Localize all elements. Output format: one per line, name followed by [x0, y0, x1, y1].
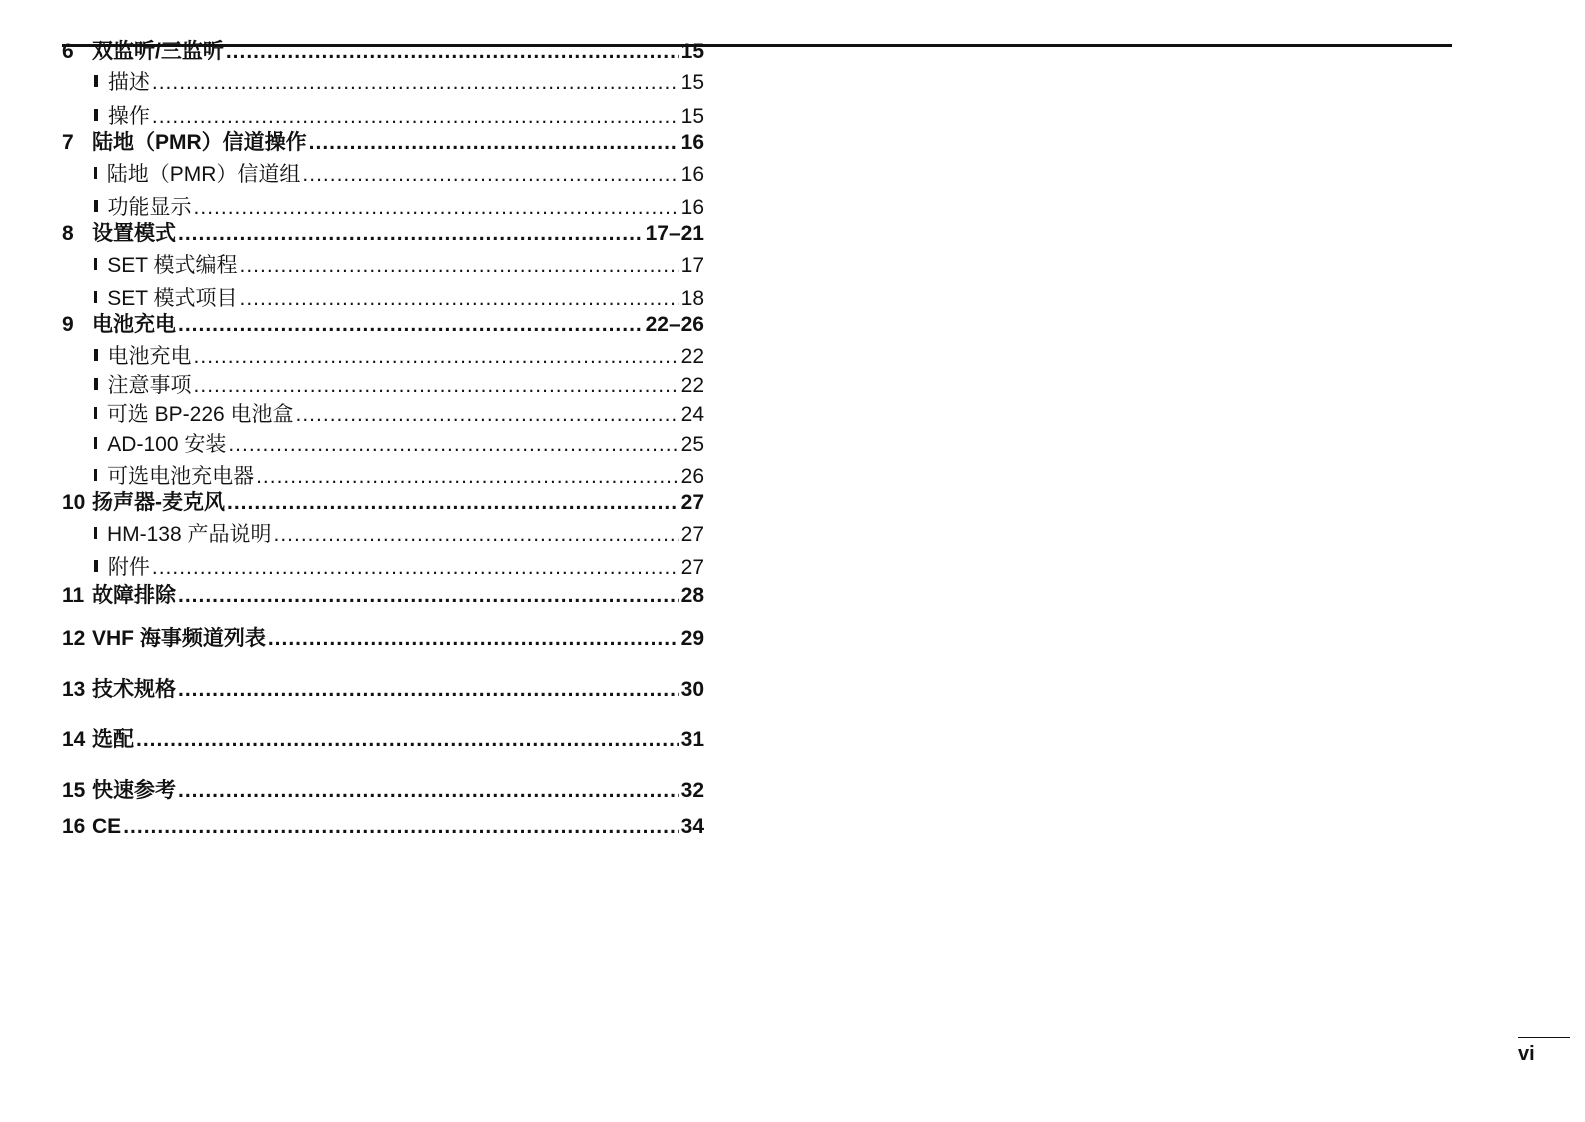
square-bullet-icon	[94, 75, 98, 87]
chapter-title: 快速参考	[92, 779, 176, 802]
dot-leader	[309, 131, 679, 155]
page-ref: 26	[680, 465, 704, 488]
toc-section-battery-charging[interactable]	[94, 340, 704, 370]
toc-chapter-12[interactable]	[62, 622, 704, 652]
page-number: vi	[1518, 1043, 1535, 1065]
page-ref: 25	[680, 433, 704, 456]
toc-section-hm138-description[interactable]	[94, 518, 704, 548]
section-title: 电池充电	[107, 345, 192, 368]
toc-chapter-15[interactable]	[62, 774, 704, 804]
toc-section-set-mode-programming[interactable]	[94, 249, 704, 279]
toc-chapter-9[interactable]	[62, 308, 704, 338]
page-ref: 16	[680, 163, 704, 186]
section-title: HM-138 产品说明	[106, 523, 272, 546]
page-ref: 22	[680, 345, 704, 368]
square-bullet-icon	[94, 258, 97, 270]
chapter-number: 8	[62, 222, 74, 245]
page-ref: 15	[680, 71, 704, 94]
section-title: 描述	[107, 71, 150, 94]
page-ref: 27	[680, 491, 704, 514]
toc-chapter-8[interactable]	[62, 217, 704, 247]
page-ref: 15	[680, 40, 704, 63]
section-title: 功能显示	[107, 196, 192, 219]
chapter-title: 双监听/三监听	[92, 40, 224, 63]
page-ref: 17	[680, 254, 704, 277]
section-title: 可选电池充电器	[107, 465, 255, 488]
page-ref: 22–26	[645, 313, 704, 336]
chapter-number: 10	[62, 491, 86, 514]
chapter-title: 设置模式	[92, 222, 176, 245]
square-bullet-icon	[94, 407, 97, 419]
dot-leader	[152, 71, 679, 95]
chapter-title: 扬声器-麦克风	[92, 491, 225, 514]
page-ref: 16	[680, 131, 704, 154]
dot-leader	[228, 433, 678, 457]
toc-chapter-6[interactable]	[62, 35, 704, 65]
chapter-number: 9	[62, 313, 74, 336]
toc-section-description[interactable]	[94, 66, 704, 96]
dot-leader	[194, 374, 679, 398]
square-bullet-icon	[94, 167, 97, 179]
toc-section-accessories[interactable]	[94, 551, 704, 581]
dot-leader	[178, 584, 679, 608]
page-ref: 30	[680, 678, 704, 701]
dot-leader	[194, 345, 679, 369]
dot-leader	[296, 403, 679, 427]
square-bullet-icon	[94, 469, 97, 481]
chapter-number: 15	[62, 779, 86, 802]
toc-chapter-11[interactable]	[62, 579, 704, 609]
toc-chapter-10[interactable]	[62, 486, 704, 516]
chapter-title: CE	[92, 815, 122, 838]
dot-leader	[178, 779, 679, 803]
dot-leader	[274, 523, 679, 547]
dot-leader	[123, 815, 678, 839]
chapter-number: 12	[62, 627, 86, 650]
table-of-contents	[0, 0, 760, 900]
dot-leader	[227, 491, 679, 515]
dot-leader	[178, 222, 644, 246]
toc-section-bp226-battery-case[interactable]	[94, 398, 704, 428]
chapter-title: 技术规格	[92, 678, 176, 701]
section-title: 操作	[107, 105, 150, 128]
page-ref: 34	[680, 815, 704, 838]
section-title: SET 模式编程	[107, 254, 238, 277]
chapter-title: 选配	[92, 728, 134, 751]
section-title: 可选 BP-226 电池盒	[106, 403, 294, 426]
section-title: 注意事项	[107, 374, 192, 397]
square-bullet-icon	[94, 200, 98, 212]
chapter-number: 16	[62, 815, 86, 838]
chapter-number: 7	[62, 131, 74, 154]
toc-section-pmr-channel-group[interactable]	[94, 158, 704, 188]
dot-leader	[178, 313, 644, 337]
page-ref: 28	[680, 584, 704, 607]
square-bullet-icon	[94, 109, 98, 121]
page-ref: 22	[680, 374, 704, 397]
section-title: SET 模式项目	[107, 287, 238, 310]
page-ref: 29	[680, 627, 704, 650]
square-bullet-icon	[94, 291, 97, 303]
chapter-number: 11	[62, 584, 85, 607]
chapter-title: 故障排除	[92, 584, 176, 607]
toc-chapter-14[interactable]	[62, 723, 704, 753]
dot-leader	[268, 627, 679, 651]
page-ref: 15	[680, 105, 704, 128]
page-ref: 18	[680, 287, 704, 310]
section-title: 陆地（PMR）信道组	[106, 163, 301, 186]
square-bullet-icon	[94, 349, 98, 361]
chapter-number: 6	[62, 40, 74, 63]
square-bullet-icon	[94, 560, 98, 572]
dot-leader	[240, 254, 679, 278]
page-ref: 27	[680, 556, 704, 579]
dot-leader	[178, 678, 679, 702]
dot-leader	[226, 40, 679, 64]
square-bullet-icon	[94, 378, 98, 390]
section-title: AD-100 安装	[107, 433, 227, 456]
toc-section-cautions[interactable]	[94, 369, 704, 399]
dot-leader	[152, 556, 679, 580]
section-title: 附件	[107, 556, 150, 579]
toc-chapter-13[interactable]	[62, 673, 704, 703]
square-bullet-icon	[94, 527, 97, 539]
page-ref: 27	[680, 523, 704, 546]
dot-leader	[302, 163, 678, 187]
page-ref: 24	[680, 403, 704, 426]
chapter-title: VHF 海事频道列表	[92, 627, 266, 650]
page-ref: 31	[680, 728, 704, 751]
toc-section-ad100-installation[interactable]	[94, 428, 704, 458]
toc-chapter-16[interactable]	[62, 815, 704, 845]
toc-chapter-7[interactable]	[62, 126, 704, 156]
page-ref: 17–21	[645, 222, 704, 245]
page-ref: 16	[680, 196, 704, 219]
square-bullet-icon	[94, 437, 97, 449]
dot-leader	[136, 728, 679, 752]
chapter-number: 13	[62, 678, 86, 701]
chapter-number: 14	[62, 728, 86, 751]
footer-rule	[1518, 1037, 1570, 1038]
chapter-title: 电池充电	[92, 313, 176, 336]
chapter-title: 陆地（PMR）信道操作	[92, 131, 307, 154]
page-ref: 32	[680, 779, 704, 802]
